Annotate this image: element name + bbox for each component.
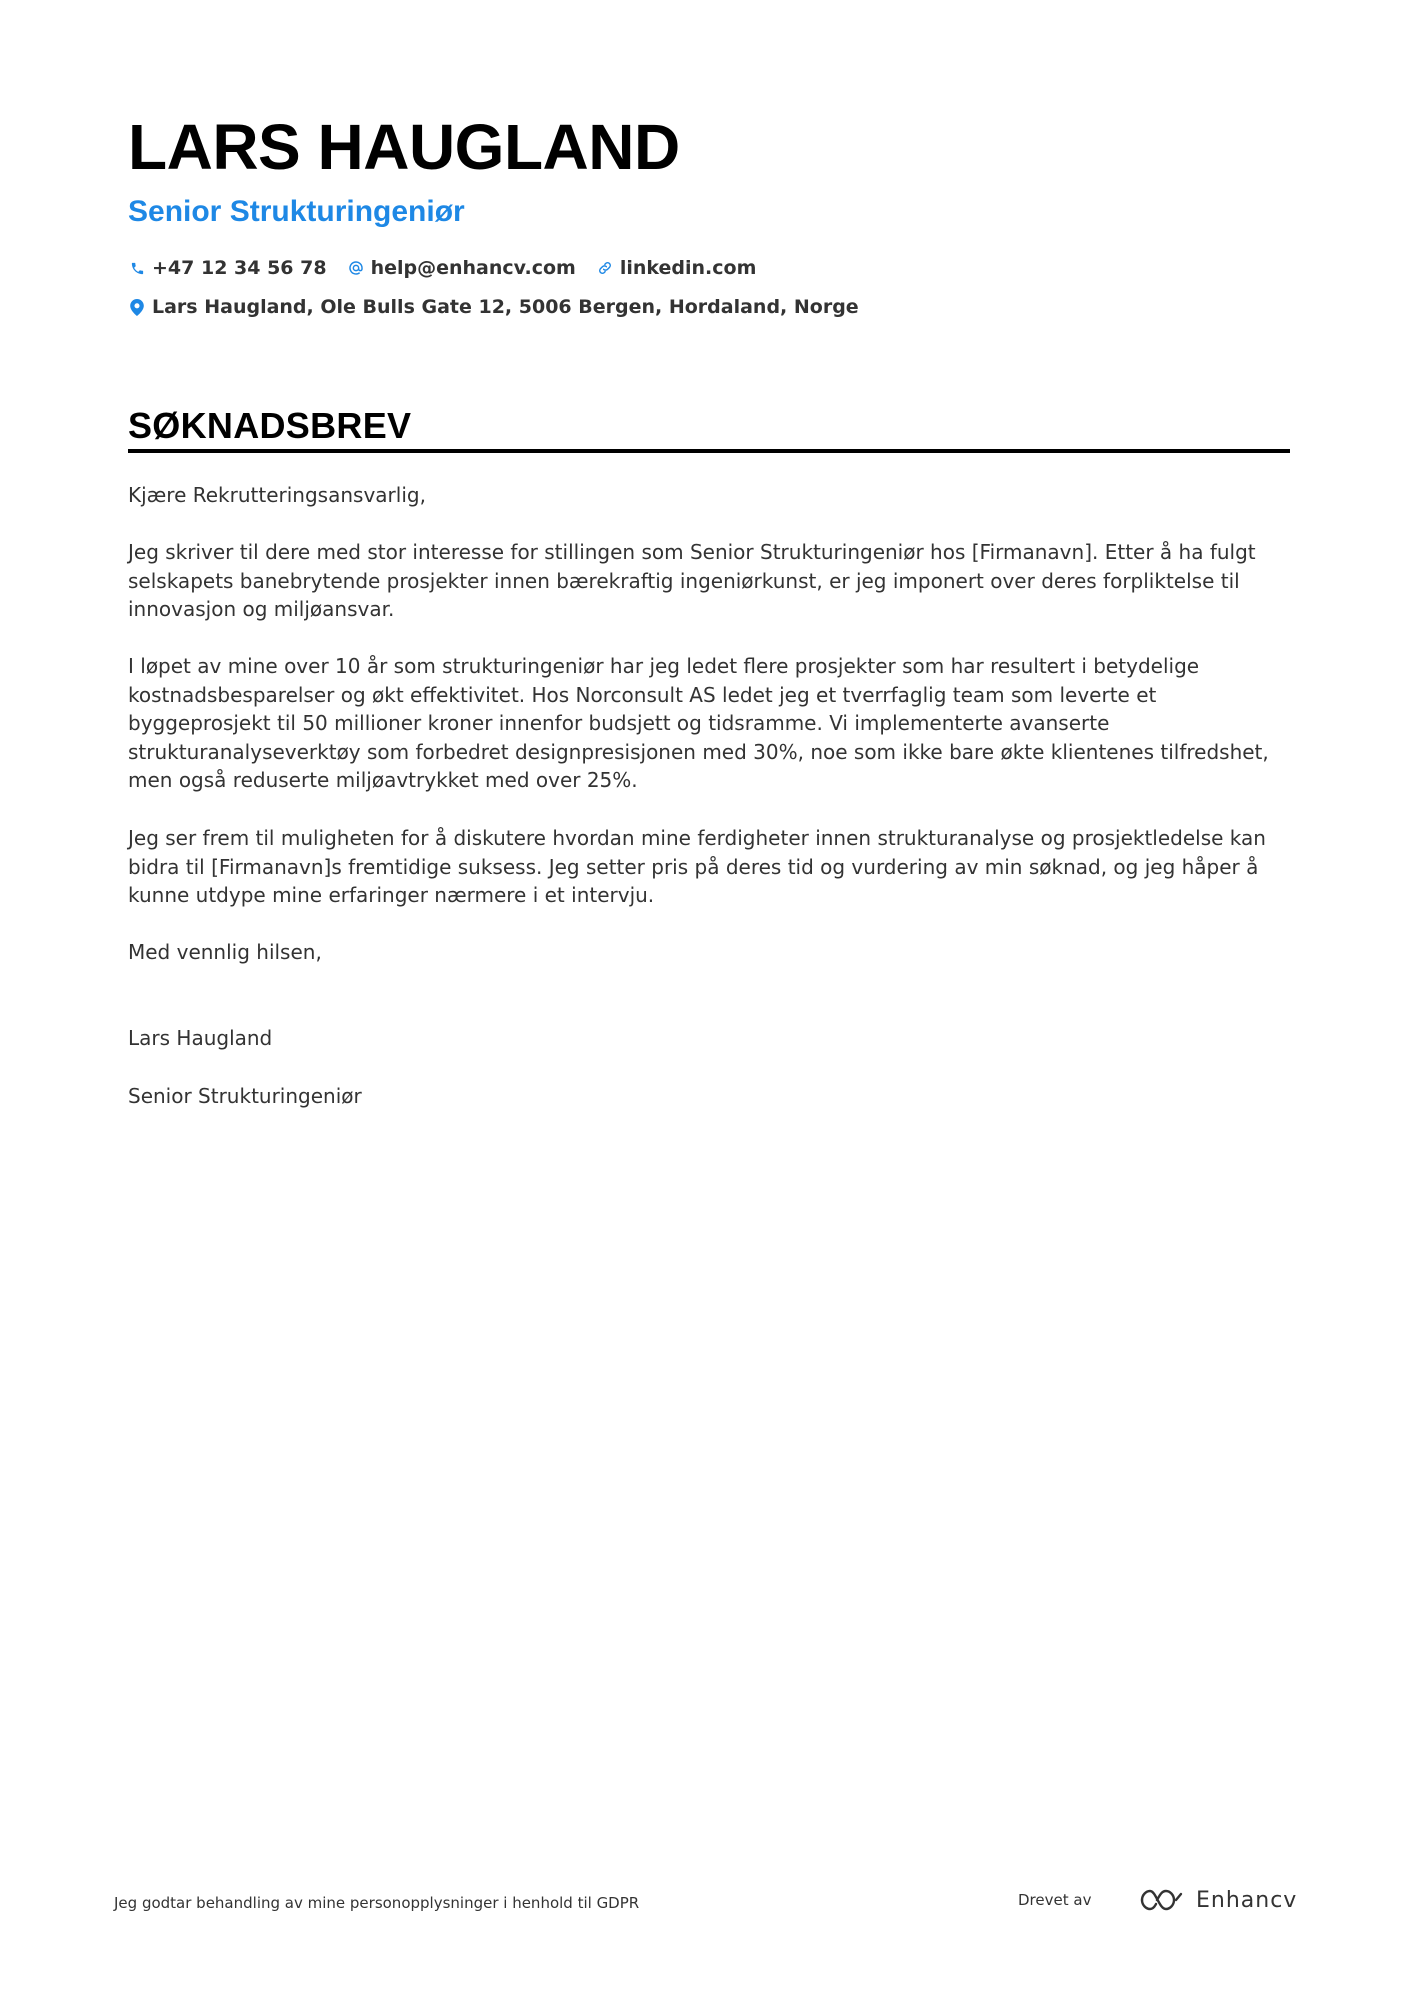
letter-paragraph-1: Jeg skriver til dere med stor interesse for stillingen som Senior Strukturingeniør hos [Firmanavn]. Etter å ha fulgt selskapets banebrytende prosjekter innen bærekraftig ingeniørkunst, er jeg imponert over deres forpliktelse til innovasjon og miljøansvar. (128, 540, 1256, 622)
letter-closing: Med vennlig hilsen, (128, 940, 322, 964)
enhancv-logo-icon (1138, 1887, 1184, 1913)
phone-icon (128, 259, 146, 277)
signature-name: Lars Haugland (128, 1026, 273, 1050)
section-divider (128, 449, 1290, 453)
candidate-name: LARS HAUGLAND (128, 111, 680, 183)
letter-paragraph-2: I løpet av mine over 10 år som strukturingeniør har jeg ledet flere prosjekter som har resultert i betydelige kostnadsbesparelser og økt effektivitet. Hos Norconsult AS ledet jeg et tverrfaglig team som leverte et byggeprosjekt til 50 millioner kroner innenfor budsjett og tidsramme. Vi implementerte avanserte strukturanalyseverktøy som forbedret designpresisjonen med 30%, noe som ikke bare økte klientenes tilfredshet, men også reduserte miljøavtrykket med over 25%. (128, 654, 1269, 793)
letter-paragraph-3: Jeg ser frem til muligheten for å diskutere hvordan mine ferdigheter innen strukturanalyse og prosjektledelse kan bidra til [Firmanavn]s fremtidige suksess. Jeg setter pris på deres tid og vurdering av min søknad, og jeg håper å kunne utdype mine erfaringer nærmere i et intervju. (128, 826, 1266, 908)
link-icon (596, 259, 614, 277)
contact-phone (128, 257, 327, 279)
section-title: SØKNADSBREV (128, 405, 412, 446)
location-pin-icon (128, 298, 146, 316)
contact-phone-text: +47 12 34 56 78 (152, 257, 327, 279)
gdpr-consent-text: Jeg godtar behandling av mine personopplysninger i henhold til GDPR (114, 1894, 640, 1912)
contact-linkedin-text[interactable]: linkedin.com (619, 257, 757, 279)
powered-by-label: Drevet av (1018, 1891, 1092, 1909)
location-row (128, 292, 879, 322)
contact-email-text[interactable]: help@enhancv.com (370, 257, 576, 279)
enhancv-brand[interactable] (1138, 1885, 1297, 1915)
candidate-title: Senior Strukturingeniør (128, 195, 465, 228)
contact-linkedin[interactable] (596, 257, 757, 279)
contact-row (128, 253, 776, 283)
contact-email[interactable] (347, 257, 576, 279)
signature-title: Senior Strukturingeniør (128, 1084, 362, 1108)
contact-location-text: Lars Haugland, Ole Bulls Gate 12, 5006 Bergen, Hordaland, Norge (152, 296, 859, 318)
letter-greeting: Kjære Rekrutteringsansvarlig, (128, 483, 426, 507)
at-icon (347, 259, 365, 277)
contact-location (128, 296, 859, 318)
enhancv-brand-text[interactable]: Enhancv (1196, 1887, 1298, 1913)
